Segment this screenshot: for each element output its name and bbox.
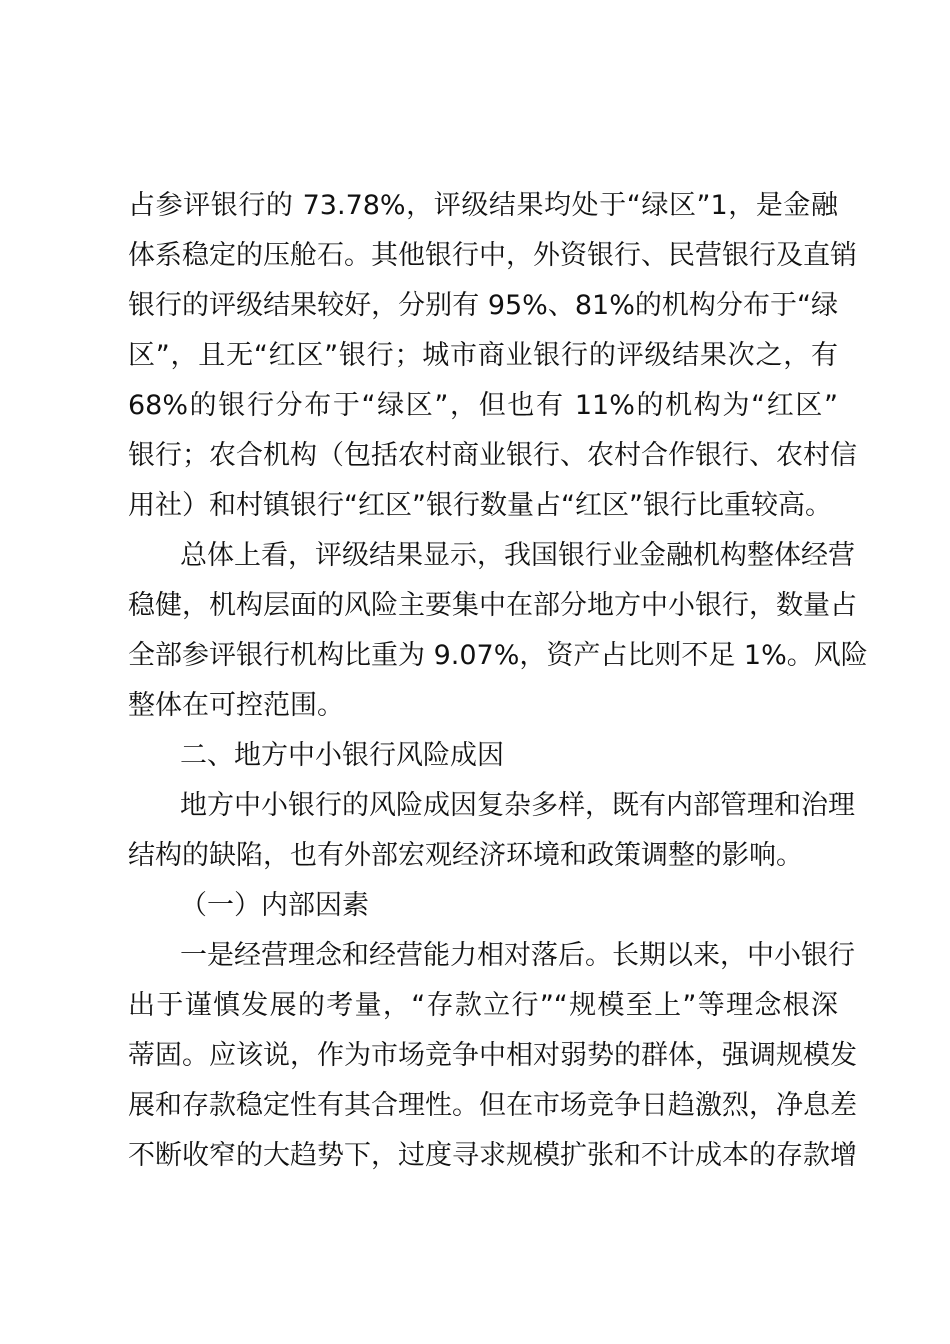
paragraph-first-line: 总体上看，评级结果显示，我国银行业金融机构整体经营 bbox=[180, 540, 855, 571]
paragraph-line: 银行；农合机构（包括农村商业银行、农村合作银行、农村信 bbox=[128, 440, 857, 471]
paragraph-line: 蒂固。应该说，作为市场竞争中相对弱势的群体，强调规模发 bbox=[128, 1040, 857, 1071]
paragraph-line: 银行的评级结果较好，分别有 95%、81%的机构分布于“绿 bbox=[128, 290, 838, 321]
paragraph-line: 结构的缺陷，也有外部宏观经济环境和政策调整的影响。 bbox=[128, 840, 803, 871]
paragraph-line: 展和存款稳定性有其合理性。但在市场竞争日趋激烈，净息差 bbox=[128, 1090, 857, 1121]
paragraph-first-line: 地方中小银行的风险成因复杂多样，既有内部管理和治理 bbox=[180, 790, 855, 821]
paragraph-line: 区”，且无“红区”银行；城市商业银行的评级结果次之，有 bbox=[128, 340, 838, 371]
subsection-heading: （一）内部因素 bbox=[180, 890, 369, 921]
paragraph-line: 整体在可控范围。 bbox=[128, 690, 344, 721]
paragraph-line: 全部参评银行机构比重为 9.07%，资产占比则不足 1%。风险 bbox=[128, 640, 868, 671]
paragraph-line: 出于谨慎发展的考量，“存款立行”“规模至上”等理念根深 bbox=[128, 990, 838, 1021]
paragraph-line: 稳健，机构层面的风险主要集中在部分地方中小银行，数量占 bbox=[128, 590, 857, 621]
paragraph-first-line: 一是经营理念和经营能力相对落后。长期以来，中小银行 bbox=[180, 940, 855, 971]
section-heading: 二、地方中小银行风险成因 bbox=[180, 740, 504, 771]
paragraph-line: 占参评银行的 73.78%，评级结果均处于“绿区”1，是金融 bbox=[128, 190, 838, 221]
paragraph-line: 体系稳定的压舱石。其他银行中，外资银行、民营银行及直销 bbox=[128, 240, 857, 271]
paragraph-line: 不断收窄的大趋势下，过度寻求规模扩张和不计成本的存款增 bbox=[128, 1140, 857, 1171]
paragraph-line: 68%的银行分布于“绿区”，但也有 11%的机构为“红区” bbox=[128, 390, 838, 421]
paragraph-line: 用社）和村镇银行“红区”银行数量占“红区”银行比重较高。 bbox=[128, 490, 832, 521]
